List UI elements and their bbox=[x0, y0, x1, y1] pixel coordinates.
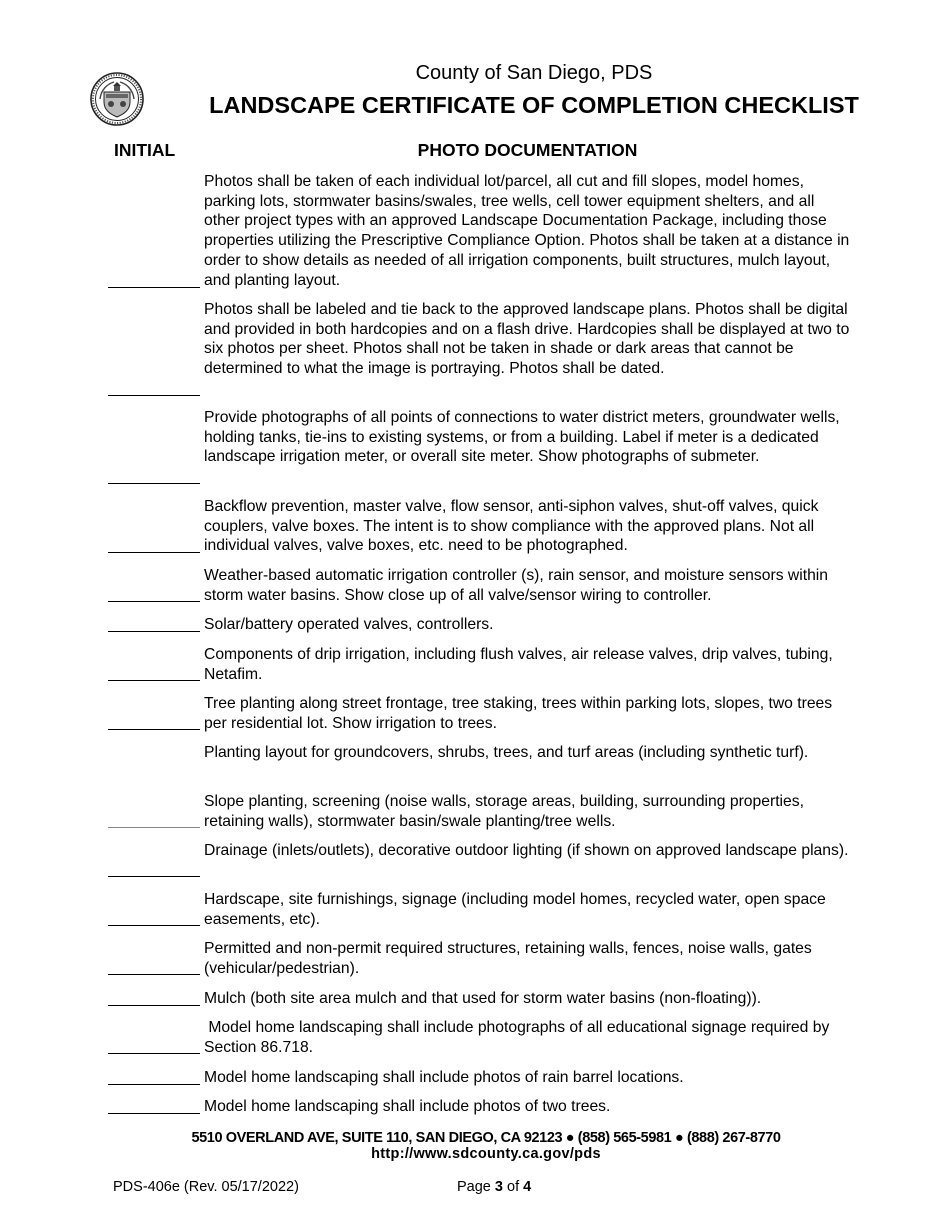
initial-line[interactable] bbox=[108, 395, 200, 396]
checklist-item bbox=[0, 300, 950, 399]
initial-line[interactable] bbox=[108, 1113, 200, 1114]
item-text: Tree planting along street frontage, tree staking, trees within parking lots, slopes, two trees per residential lot. Show irrigation to trees. bbox=[204, 695, 833, 732]
checklist-item bbox=[0, 792, 950, 831]
initial-line[interactable] bbox=[108, 729, 200, 730]
item-text: Permitted and non-permit required structures, retaining walls, fences, noise walls, gates (vehicular/pedestrian). bbox=[204, 940, 812, 977]
checklist-item bbox=[0, 1018, 950, 1057]
item-text: Backflow prevention, master valve, flow sensor, anti-siphon valves, shut-off valves, quick couplers, valve boxes. The intent is to show compliance with the approved plans. Not all individual valves, valve boxes, etc. need to be photographed. bbox=[204, 498, 819, 555]
initial-line[interactable] bbox=[108, 974, 200, 975]
footer-address: 5510 OVERLAND AVE, SUITE 110, SAN DIEGO, CA 92123 ● (858) 565-5981 ● (888) 267-8770 bbox=[191, 1130, 781, 1146]
checklist-item bbox=[0, 890, 950, 929]
item-text: Photos shall be taken of each individual lot/parcel, all cut and fill slopes, model homes, parking lots, stormwater basins/swales, tree wells, cell tower equipment shelters, and all other project types with an approved Landscape Documentation Package, including those properties utilizing the Prescriptive Compliance Option. Photos shall be taken at a distance in order to show details as needed of all irrigation components, built structures, mulch layout, and planting layout. bbox=[204, 173, 850, 289]
item-text: Slope planting, screening (noise walls, storage areas, building, surrounding properties, retaining walls), stormwater basin/swale planting/tree wells. bbox=[204, 793, 804, 830]
initial-line[interactable] bbox=[108, 876, 200, 877]
item-text: Model home landscaping shall include photographs of all educational signage required by Section 86.718. bbox=[204, 1019, 834, 1056]
page-total: 4 bbox=[523, 1179, 532, 1195]
item-text: Components of drip irrigation, including flush valves, air release valves, drip valves, tubing, Netafim. bbox=[204, 646, 833, 683]
initial-line[interactable] bbox=[108, 680, 200, 681]
checklist-item bbox=[0, 1097, 950, 1117]
page-number bbox=[457, 1179, 531, 1195]
checklist-item bbox=[0, 497, 950, 556]
initial-line[interactable] bbox=[108, 925, 200, 926]
initial-line[interactable] bbox=[108, 1005, 200, 1006]
initial-line[interactable] bbox=[108, 827, 200, 828]
item-text: Mulch (both site area mulch and that used for storm water basins (non-floating)). bbox=[204, 990, 762, 1007]
initial-line[interactable] bbox=[108, 483, 200, 484]
item-text: Hardscape, site furnishings, signage (including model homes, recycled water, open space easements, etc). bbox=[204, 891, 826, 928]
initial-line[interactable] bbox=[108, 552, 200, 553]
document-title: LANDSCAPE CERTIFICATE OF COMPLETION CHECKLIST bbox=[209, 92, 859, 118]
checklist-item bbox=[0, 566, 950, 605]
agency-name: County of San Diego, PDS bbox=[415, 62, 653, 84]
initial-line[interactable] bbox=[108, 631, 200, 632]
form-id: PDS-406e (Rev. 05/17/2022) bbox=[113, 1179, 299, 1195]
item-text: Model home landscaping shall include photos of rain barrel locations. bbox=[204, 1069, 684, 1086]
checklist-item bbox=[0, 1068, 950, 1088]
item-text: Model home landscaping shall include photos of two trees. bbox=[204, 1098, 611, 1115]
item-text: Drainage (inlets/outlets), decorative outdoor lighting (if shown on approved landscape plans). bbox=[204, 842, 849, 859]
page-mid: of bbox=[502, 1179, 524, 1195]
initial-line[interactable] bbox=[108, 1084, 200, 1085]
initial-line[interactable] bbox=[108, 287, 200, 288]
checklist-item bbox=[0, 743, 950, 782]
checklist-item bbox=[0, 939, 950, 978]
checklist-item bbox=[0, 841, 950, 880]
section-heading: PHOTO DOCUMENTATION bbox=[417, 140, 638, 160]
checklist-item bbox=[0, 615, 950, 635]
initial-column-header: INITIAL bbox=[114, 140, 176, 160]
item-text: Planting layout for groundcovers, shrubs, trees, and turf areas (including synthetic turf). bbox=[204, 744, 809, 761]
checklist-item bbox=[0, 408, 950, 487]
item-text: Provide photographs of all points of connections to water district meters, groundwater wells, holding tanks, tie-ins to existing systems, or from a building. Label if meter is a dedicated landscape irrigation meter, or overall site meter. Show photographs of submeter. bbox=[204, 409, 840, 466]
footer-url[interactable]: http://www.sdcounty.ca.gov/pds bbox=[371, 1146, 601, 1162]
page-current: 3 bbox=[494, 1179, 503, 1195]
county-seal-icon bbox=[90, 72, 144, 126]
checklist-item bbox=[0, 172, 950, 291]
checklist-item bbox=[0, 989, 950, 1009]
initial-line[interactable] bbox=[108, 601, 200, 602]
page-prefix: Page bbox=[457, 1179, 495, 1195]
initial-line[interactable] bbox=[108, 1053, 200, 1054]
checklist-item bbox=[0, 694, 950, 733]
item-text: Solar/battery operated valves, controllers. bbox=[204, 616, 494, 633]
checklist-item bbox=[0, 645, 950, 684]
item-text: Weather-based automatic irrigation controller (s), rain sensor, and moisture sensors within storm water basins. Show close up of all valve/sensor wiring to controller. bbox=[204, 567, 828, 604]
item-text: Photos shall be labeled and tie back to the approved landscape plans. Photos shall be digital and provided in both hardcopies and on a flash drive. Hardcopies shall be displayed at two to six photos per sheet. Photos shall not be taken in shade or dark areas that cannot be determined to what the image is portraying. Photos shall be dated. bbox=[204, 301, 850, 378]
